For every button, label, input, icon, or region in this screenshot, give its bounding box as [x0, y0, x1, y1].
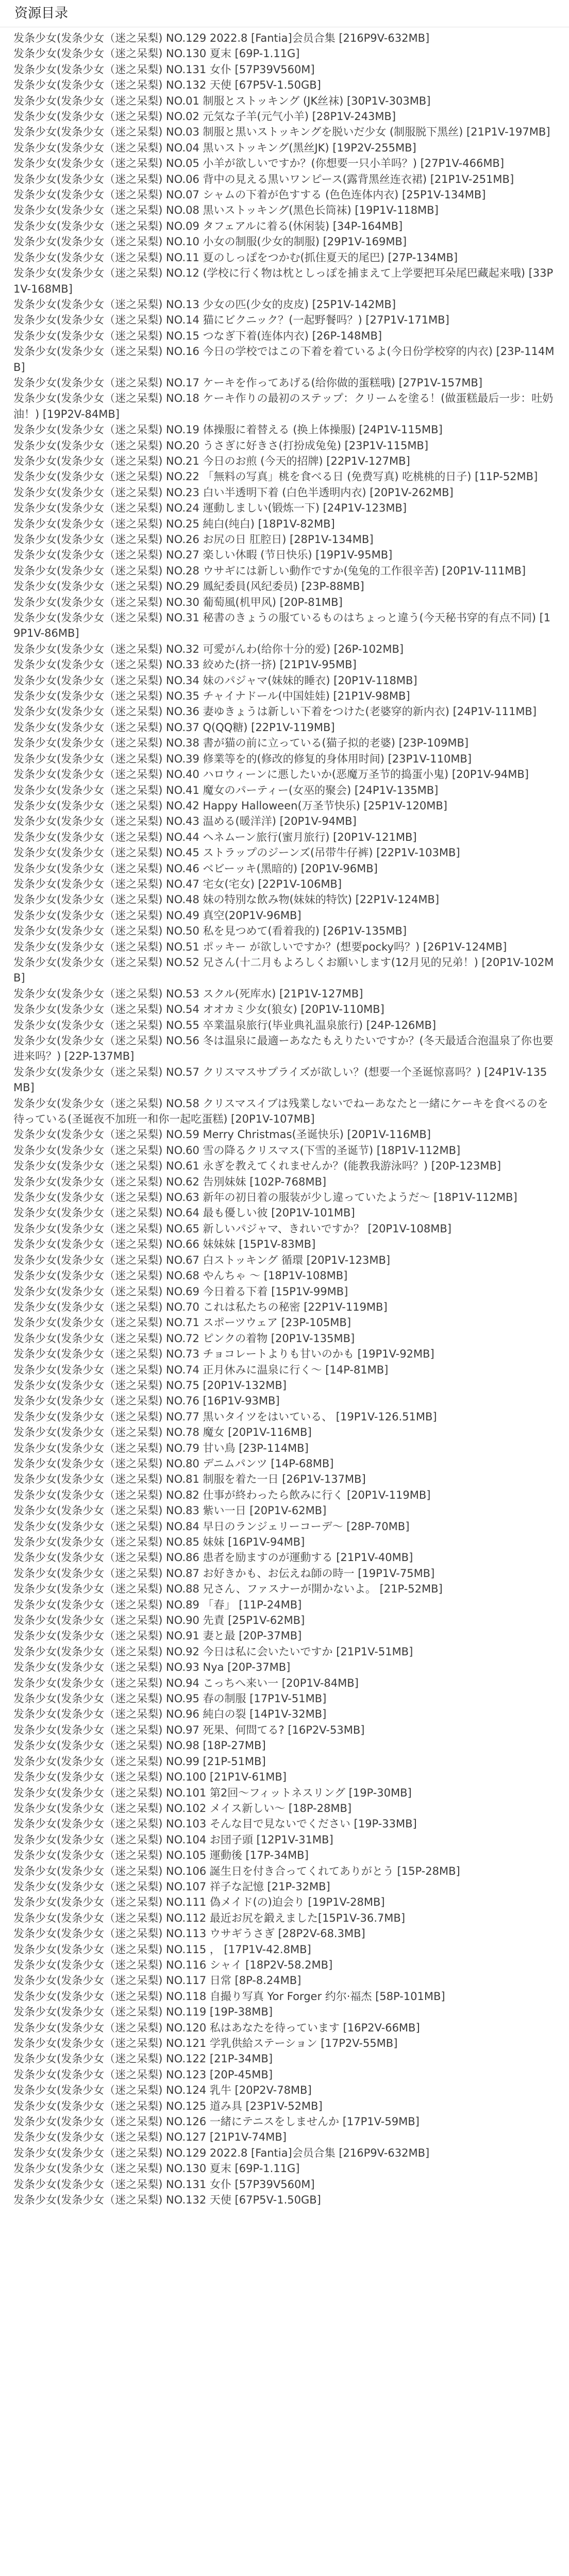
list-item: 发条少女(发条少女（迷之呆梨) NO.26 お尻の日 肛腔日) [28P1V-134MB]: [13, 533, 374, 546]
list-item: 发条少女(发条少女（迷之呆梨) NO.41 魔女のパーティー(女巫的聚会) [24P1V-135MB]: [13, 784, 439, 796]
list-item: 发条少女(发条少女（迷之呆梨) NO.117 日常 [8P-8.24MB]: [13, 1974, 302, 1987]
list-item: 发条少女(发条少女（迷之呆梨) NO.77 黒いタイツをはいている、 [19P1V-126.51MB]: [13, 1410, 437, 1423]
list-item: 发条少女(发条少女（迷之呆梨) NO.73 チョコレートよりも甘いのかも [19P1V-92MB]: [13, 1348, 434, 1361]
list-item: 发条少女(发条少女（迷之呆梨) NO.50 私を見つめて(看着我的) [26P1V-135MB]: [13, 925, 407, 938]
list-item: 发条少女(发条少女（迷之呆梨) NO.46 ベビーッキ(黑暗的) [20P1V-96MB]: [13, 862, 378, 875]
list-item: 发条少女(发条少女（迷之呆梨) NO.95 春の制服 [17P1V-51MB]: [13, 1692, 327, 1705]
list-item: 发条少女(发条少女（迷之呆梨) NO.84 早日のランジェリーコーデ～ [28P-70MB]: [13, 1520, 410, 1533]
list-item: 发条少女(发条少女（迷之呆梨) NO.51 ポッキー が欲しいですか？(想要pocky吗？) [26P1V-124MB]: [13, 940, 507, 953]
list-item: 发条少女(发条少女（迷之呆梨) NO.69 今日着る下着 [15P1V-99MB]: [13, 1285, 348, 1298]
list-item: 发条少女(发条少女（迷之呆梨) NO.76 [16P1V-93MB]: [13, 1395, 280, 1408]
list-item: 发条少女(发条少女（迷之呆梨) NO.83 紫い一日 [20P1V-62MB]: [13, 1504, 327, 1517]
list-item: 发条少女(发条少女（迷之呆梨) NO.121 学乳供給ステーション [17P2V-55MB]: [13, 2037, 398, 2049]
list-item: 发条少女(发条少女（迷之呆梨) NO.45 ストラップのジーンズ(吊带牛仔裤) [22P1V-103MB]: [13, 846, 460, 859]
list-item: 发条少女(发条少女（迷之呆梨) NO.15 つなぎ下着(连体内衣) [26P-148MB]: [13, 329, 382, 342]
list-item: 发条少女(发条少女（迷之呆梨) NO.08 黒いストッキング(黑色长筒袜) [19P1V-118MB]: [13, 204, 439, 217]
list-item: 发条少女(发条少女（迷之呆梨) NO.79 甘い鳥 [23P-114MB]: [13, 1442, 309, 1454]
list-item: 发条少女(发条少女（迷之呆梨) NO.90 先責 [25P1V-62MB]: [13, 1614, 305, 1627]
list-item: 发条少女(发条少女（迷之呆梨) NO.64 最も優しい彼 [20P1V-101MB]: [13, 1207, 355, 1219]
list-item: 发条少女(发条少女（迷之呆梨) NO.131 女仆 [57P39V560M]: [13, 63, 315, 76]
list-item: 发条少女(发条少女（迷之呆梨) NO.35 チャイナドール(中国娃娃) [21P1V-98MB]: [13, 690, 410, 703]
list-item: 发条少女(发条少女（迷之呆梨) NO.04 黒いストッキング(黑丝JK) [19P2V-255MB]: [13, 141, 416, 154]
list-item: 发条少女(发条少女（迷之呆梨) NO.28 ウサギには新しい動作ですか(兔兔的工作很辛苦) [20P1V-111MB]: [13, 564, 526, 577]
list-item: 发条少女(发条少女（迷之呆梨) NO.19 体操服に着替える (换上体操服) [24P1V-115MB]: [13, 423, 443, 436]
list-item: 发条少女(发条少女（迷之呆梨) NO.53 スクル(死库水) [21P1V-127MB]: [13, 987, 363, 1000]
list-item: 发条少女(发条少女（迷之呆梨) NO.88 兄さん、ファスナーが開かないよ。 [21P-52MB]: [13, 1583, 443, 1596]
list-item: 发条少女(发条少女（迷之呆梨) NO.101 第2回～フィットネスリング [19P-30MB]: [13, 1786, 412, 1799]
list-item: 发条少女(发条少女（迷之呆梨) NO.91 妻と最 [20P-37MB]: [13, 1630, 302, 1642]
list-item: 发条少女(发条少女（迷之呆梨) NO.70 これは私たちの秘密 [22P1V-119MB]: [13, 1300, 388, 1313]
list-item: 发条少女(发条少女（迷之呆梨) NO.68 やんちゃ ～ [18P1V-108MB]: [13, 1269, 348, 1282]
list-item: 发条少女(发条少女（迷之呆梨) NO.98 [18P-27MB]: [13, 1739, 266, 1752]
list-item: 发条少女(发条少女（迷之呆梨) NO.132 天使 [67P5V-1.50GB]: [13, 79, 321, 92]
list-item: 发条少女(发条少女（迷之呆梨) NO.115 ， [17P1V-42.8MB]: [13, 1943, 311, 1956]
list-item: 发条少女(发条少女（迷之呆梨) NO.60 雪の降るクリスマス(下雪的圣诞节) [18P1V-112MB]: [13, 1144, 461, 1157]
list-item: 发条少女(发条少女（迷之呆梨) NO.74 正月休みに温泉に行く～ [14P-81MB]: [13, 1363, 389, 1376]
list-item: 发条少女(发条少女（迷之呆梨) NO.65 新しいパジャマ、きれいですか？ [20P1V-108MB]: [13, 1222, 451, 1235]
list-item: 发条少女(发条少女（迷之呆梨) NO.06 背中の見える黒いワンピース(露背黑丝连衣裙) [21P1V-251MB]: [13, 173, 514, 185]
list-item: 发条少女(发条少女（迷之呆梨) NO.92 今日は私に会いたいですか [21P1V-51MB]: [13, 1645, 413, 1658]
list-item: 发条少女(发条少女（迷之呆梨) NO.78 魔女 [20P1V-116MB]: [13, 1426, 312, 1439]
list-item: 发条少女(发条少女（迷之呆梨) NO.30 葡萄風(机甲风) [20P-81MB]: [13, 596, 343, 608]
list-item: 发条少女(发条少女（迷之呆梨) NO.23 白い半透明下着 (白色半透明内衣) [20P1V-262MB]: [13, 486, 454, 499]
list-item: 发条少女(发条少女（迷之呆梨) NO.105 運動後 [17P-34MB]: [13, 1849, 309, 1862]
list-item: 发条少女(发条少女（迷之呆梨) NO.37 Q(QQ糖) [22P1V-119MB]: [13, 721, 335, 734]
list-item: 发条少女(发条少女（迷之呆梨) NO.125 道み具 [23P1V-52MB]: [13, 2099, 323, 2112]
list-item: 发条少女(发条少女（迷之呆梨) NO.21 今日のお煎 (今天的招牌) [22P1V-127MB]: [13, 454, 410, 467]
list-item: 发条少女(发条少女（迷之呆梨) NO.75 [20P1V-132MB]: [13, 1379, 287, 1392]
list-item: 发条少女(发条少女（迷之呆梨) NO.42 Happy Halloween(万圣节快乐) [25P1V-120MB]: [13, 799, 447, 812]
list-item: 发条少女(发条少女（迷之呆梨) NO.62 告別妹妹 [102P-768MB]: [13, 1175, 327, 1188]
list-item: 发条少女(发条少女（迷之呆梨) NO.32 可愛がんわ(给你十分的爱) [26P-102MB]: [13, 642, 404, 655]
list-item: 发条少女(发条少女（迷之呆梨) NO.14 猫にビクニック？(一起野餐吗？) [27P1V-171MB]: [13, 314, 449, 327]
list-item: 发条少女(发条少女（迷之呆梨) NO.22 「無料の写真」桃を食べる日 (免费写真) 吃桃桃的日子) [11P-52MB]: [13, 470, 538, 483]
list-item: 发条少女(发条少女（迷之呆梨) NO.89 「春」 [11P-24MB]: [13, 1598, 302, 1611]
list-item: 发条少女(发条少女（迷之呆梨) NO.55 卒業温泉旅行(毕业典礼温泉旅行) [24P-126MB]: [13, 1019, 437, 1031]
section-title: 资源目录: [0, 0, 569, 27]
list-item: 发条少女(发条少女（迷之呆梨) NO.47 宅女(宅女) [22P1V-106MB]: [13, 877, 342, 890]
list-item: 发条少女(发条少女（迷之呆梨) NO.25 純白(纯白) [18P1V-82MB]: [13, 517, 335, 530]
list-item: 发条少女(发条少女（迷之呆梨) NO.54 オオカミ少女(狼女) [20P1V-110MB]: [13, 1003, 384, 1016]
list-item: 发条少女(发条少女（迷之呆梨) NO.94 こっちへ来い一 [20P1V-84MB]: [13, 1676, 359, 1689]
list-item: 发条少女(发条少女（迷之呆梨) NO.07 シャムの下着が色すする (色色连体内衣) [25P1V-134MB]: [13, 189, 486, 201]
list-item: 发条少女(发条少女（迷之呆梨) NO.49 真空(20P1V-96MB]: [13, 909, 302, 922]
list-item: 发条少女(发条少女（迷之呆梨) NO.16 今日の学校ではこの下着を着ているよ(今日份学校穿的内衣) [23P-114MB]: [13, 345, 555, 374]
list-item: 发条少女(发条少女（迷之呆梨) NO.129 2022.8 [Fantia]会员合集 [216P9V-632MB]: [13, 32, 430, 44]
list-item: 发条少女(发条少女（迷之呆梨) NO.63 新年の初日着の服装が少し違っていたようだ～ [18P1V-112MB]: [13, 1191, 517, 1204]
list-item: 发条少女(发条少女（迷之呆梨) NO.61 永ぎを教えてくれませんか？(能教我游泳吗？) [20P-123MB]: [13, 1160, 501, 1173]
list-item: 发条少女(发条少女（迷之呆梨) NO.10 小女の制服(少女的制服) [29P1V-169MB]: [13, 235, 407, 248]
list-item: 发条少女(发条少女（迷之呆梨) NO.97 死果、何問てる? [16P2V-53MB]: [13, 1723, 365, 1736]
list-item: 发条少女(发条少女（迷之呆梨) NO.131 女仆 [57P39V560M]: [13, 2178, 315, 2191]
list-item: 发条少女(发条少女（迷之呆梨) NO.130 夏末 [69P-1.11G]: [13, 47, 300, 60]
list-item: 发条少女(发条少女（迷之呆梨) NO.122 [21P-34MB]: [13, 2053, 273, 2065]
list-item: 发条少女(发条少女（迷之呆梨) NO.18 ケーキ作りの最初のステップ：クリームを塗る！(做蛋糕最后一步：吐奶油！) [19P2V-84MB]: [13, 392, 554, 420]
list-item: 发条少女(发条少女（迷之呆梨) NO.85 妹妹 [16P1V-94MB]: [13, 1536, 305, 1548]
list-item: 发条少女(发条少女（迷之呆梨) NO.107 祥子な記憶 [21P-32MB]: [13, 1880, 330, 1893]
list-item: 发条少女(发条少女（迷之呆梨) NO.102 メイス新しい～ [18P-28MB]: [13, 1802, 352, 1815]
list-item: 发条少女(发条少女（迷之呆梨) NO.17 ケーキを作ってあげる(给你做的蛋糕哦) [27P1V-157MB]: [13, 376, 483, 389]
list-item: 发条少女(发条少女（迷之呆梨) NO.43 温める(暖洋洋) [20P1V-94MB]: [13, 815, 357, 828]
list-item: 发条少女(发条少女（迷之呆梨) NO.57 クリスマスサプライズが欲しい？(想要一个圣诞惊喜吗？) [24P1V-135MB]: [13, 1065, 547, 1094]
list-item: 发条少女(发条少女（迷之呆梨) NO.39 修業等を的(修改的修复的身体用时间) [23P1V-110MB]: [13, 752, 472, 765]
list-item: 发条少女(发条少女（迷之呆梨) NO.13 少女の匹(少女的皮皮) [25P1V-142MB]: [13, 298, 396, 311]
list-item: 发条少女(发条少女（迷之呆梨) NO.118 自撮り写真 Yor Forger 约尔·福杰 [58P-101MB]: [13, 1990, 445, 2003]
list-item: 发条少女(发条少女（迷之呆梨) NO.71 スポーツウェア [23P-105MB]: [13, 1316, 352, 1329]
list-item: 发条少女(发条少女（迷之呆梨) NO.52 兄さん(十二月もよろしくお願いします(12月见的兄弟！) [20P1V-102MB]: [13, 956, 554, 985]
list-item: 发条少女(发条少女（迷之呆梨) NO.130 夏末 [69P-1.11G]: [13, 2162, 300, 2175]
list-item: 发条少女(发条少女（迷之呆梨) NO.106 誕生日を付き合ってくれてありがとう [15P-28MB]: [13, 1865, 460, 1877]
list-item: 发条少女(发条少女（迷之呆梨) NO.96 純白の裂 [14P1V-32MB]: [13, 1708, 327, 1721]
list-item: 发条少女(发条少女（迷之呆梨) NO.20 うさぎに好きさ(打扮成兔兔) [23P1V-115MB]: [13, 439, 429, 452]
list-item: 发条少女(发条少女（迷之呆梨) NO.103 そんな目で見ないでください [19P-33MB]: [13, 1818, 417, 1831]
list-item: 发条少女(发条少女（迷之呆梨) NO.104 お団子頭 [12P1V-31MB]: [13, 1833, 333, 1846]
list-item: 发条少女(发条少女（迷之呆梨) NO.111 偽メイド(の)迫会り [19P1V-28MB]: [13, 1896, 385, 1909]
list-item: 发条少女(发条少女（迷之呆梨) NO.29 鳳紀委員(风纪委员) [23P-88MB]: [13, 580, 364, 593]
list-item: 发条少女(发条少女（迷之呆梨) NO.02 元気な子羊(元气小羊) [28P1V-243MB]: [13, 110, 396, 123]
list-item: 发条少女(发条少女（迷之呆梨) NO.132 天使 [67P5V-1.50GB]: [13, 2194, 321, 2207]
list-item: 发条少女(发条少女（迷之呆梨) NO.36 妻ゆきょうは新しい下着をつけた(老婆穿的新内衣) [24P1V-111MB]: [13, 705, 537, 718]
list-item: 发条少女(发条少女（迷之呆梨) NO.124 乳牛 [20P2V-78MB]: [13, 2084, 312, 2097]
list-item: 发条少女(发条少女（迷之呆梨) NO.03 制服と黒いストッキングを脱いだ少女 (制服脱下黑丝) [21P1V-197MB]: [13, 126, 550, 139]
list-item: 发条少女(发条少女（迷之呆梨) NO.86 患者を励ますのが運動する [21P1V-40MB]: [13, 1551, 413, 1564]
list-item: 发条少女(发条少女（迷之呆梨) NO.126 一緒にテニスをしませんか [17P1V-59MB]: [13, 2115, 420, 2128]
list-item: 发条少女(发条少女（迷之呆梨) NO.67 白ストッキング 循環 [20P1V-123MB]: [13, 1253, 391, 1266]
list-item: 发条少女(发条少女（迷之呆梨) NO.99 [21P-51MB]: [13, 1755, 266, 1768]
list-item: 发条少女(发条少女（迷之呆梨) NO.87 お好きかも、お伝えね師の時一 [19P1V-75MB]: [13, 1567, 435, 1580]
list-item: 发条少女(发条少女（迷之呆梨) NO.113 ウサギうさぎ [28P2V-68.3MB]: [13, 1927, 365, 1940]
list-item: 发条少女(发条少女（迷之呆梨) NO.59 Merry Christmas(圣诞快乐) [20P1V-116MB]: [13, 1128, 431, 1141]
list-item: 发条少女(发条少女（迷之呆梨) NO.40 ハロウィーンに悪したいか(恶魔万圣节的捣蛋小鬼) [20P1V-94MB]: [13, 768, 529, 781]
list-item: 发条少女(发条少女（迷之呆梨) NO.31 秘書のきょうの服ているものはちょっと違う(今天秘书穿的有点不同) [19P1V-86MB]: [13, 612, 551, 640]
list-item: 发条少女(发条少女（迷之呆梨) NO.58 クリスマスイブは残業しないでねーあなたと一緒にケーキを食べるのを待っている(圣诞夜不加班一和你一起吃蛋糕) [20P1V-107MB]: [13, 1097, 548, 1126]
list-item: 发条少女(发条少女（迷之呆梨) NO.66 妹妹妹 [15P1V-83MB]: [13, 1238, 316, 1251]
list-item: 发条少女(发条少女（迷之呆梨) NO.12 (学校に行く物は枕としっぽを捕まえて上学要把耳朵尾巴藏起来哦) [33P1V-168MB]: [13, 267, 554, 295]
list-item: 发条少女(发条少女（迷之呆梨) NO.09 タフェアルに着る(休闲装) [34P-164MB]: [13, 219, 403, 232]
list-item: 发条少女(发条少女（迷之呆梨) NO.93 Nya [20P-37MB]: [13, 1661, 291, 1674]
list-item: 发条少女(发条少女（迷之呆梨) NO.82 仕事が終わったら飲みに行く [20P1V-119MB]: [13, 1488, 431, 1501]
list-item: 发条少女(发条少女（迷之呆梨) NO.48 妹の特別な飲み物(妹妹的特饮) [22P1V-124MB]: [13, 893, 440, 906]
list-item: 发条少女(发条少女（迷之呆梨) NO.56 冬は温泉に最適ーあなたもえりたいですか？(冬天最适合泡温泉了你也要进来吗？) [22P-137MB]: [13, 1035, 554, 1063]
list-item: 发条少女(发条少女（迷之呆梨) NO.34 妹のパジャマ(妹妹的睡衣) [20P1V-118MB]: [13, 674, 417, 687]
list-item: 发条少女(发条少女（迷之呆梨) NO.119 [19P-38MB]: [13, 2006, 273, 2019]
list-item: 发条少女(发条少女（迷之呆梨) NO.120 私はあなたを待っています [16P2V-66MB]: [13, 2021, 420, 2034]
list-item: 发条少女(发条少女（迷之呆梨) NO.100 [21P1V-61MB]: [13, 1771, 287, 1784]
list-item: 发条少女(发条少女（迷之呆梨) NO.44 ヘネムーン旅行(蜜月旅行) [20P1V-121MB]: [13, 831, 417, 843]
resource-list: [0, 27, 569, 2208]
list-item: 发条少女(发条少女（迷之呆梨) NO.33 絞めた(挤一挤) [21P1V-95MB]: [13, 658, 357, 671]
list-item: 发条少女(发条少女（迷之呆梨) NO.129 2022.8 [Fantia]会员合集 [216P9V-632MB]: [13, 2146, 430, 2159]
list-item: 发条少女(发条少女（迷之呆梨) NO.27 楽しい休暇 (节日快乐) [19P1V-95MB]: [13, 549, 393, 562]
list-item: 发条少女(发条少女（迷之呆梨) NO.01 制服とストッキング (JK丝袜) [30P1V-303MB]: [13, 94, 431, 107]
list-item: 发条少女(发条少女（迷之呆梨) NO.123 [20P-45MB]: [13, 2068, 273, 2081]
list-item: 发条少女(发条少女（迷之呆梨) NO.24 運動しましい(锻炼一下) [24P1V-123MB]: [13, 502, 407, 515]
list-item: 发条少女(发条少女（迷之呆梨) NO.05 小羊が欲しいですか？(你想要一只小羊吗？) [27P1V-466MB]: [13, 157, 505, 170]
list-item: 发条少女(发条少女（迷之呆梨) NO.116 シャイ [18P2V-58.2MB]: [13, 1958, 333, 1971]
list-item: 发条少女(发条少女（迷之呆梨) NO.72 ピンクの着物 [20P1V-135MB]: [13, 1332, 355, 1345]
list-item: 发条少女(发条少女（迷之呆梨) NO.127 [21P1V-74MB]: [13, 2131, 287, 2144]
list-item: 发条少女(发条少女（迷之呆梨) NO.112 最近お尻を鍛えました[15P1V-36.7MB]: [13, 1911, 406, 1924]
list-item: 发条少女(发条少女（迷之呆梨) NO.81 制服を着た一日 [26P1V-137MB]: [13, 1473, 366, 1486]
list-item: 发条少女(发条少女（迷之呆梨) NO.38 書が猫の前に立っている(猫子拟的老婆) [23P-109MB]: [13, 737, 469, 750]
list-item: 发条少女(发条少女（迷之呆梨) NO.80 デニムパンツ [14P-68MB]: [13, 1457, 334, 1470]
list-item: 发条少女(发条少女（迷之呆梨) NO.11 夏のしっぽをつかむ(抓住夏天的尾巴) [27P-134MB]: [13, 251, 458, 264]
